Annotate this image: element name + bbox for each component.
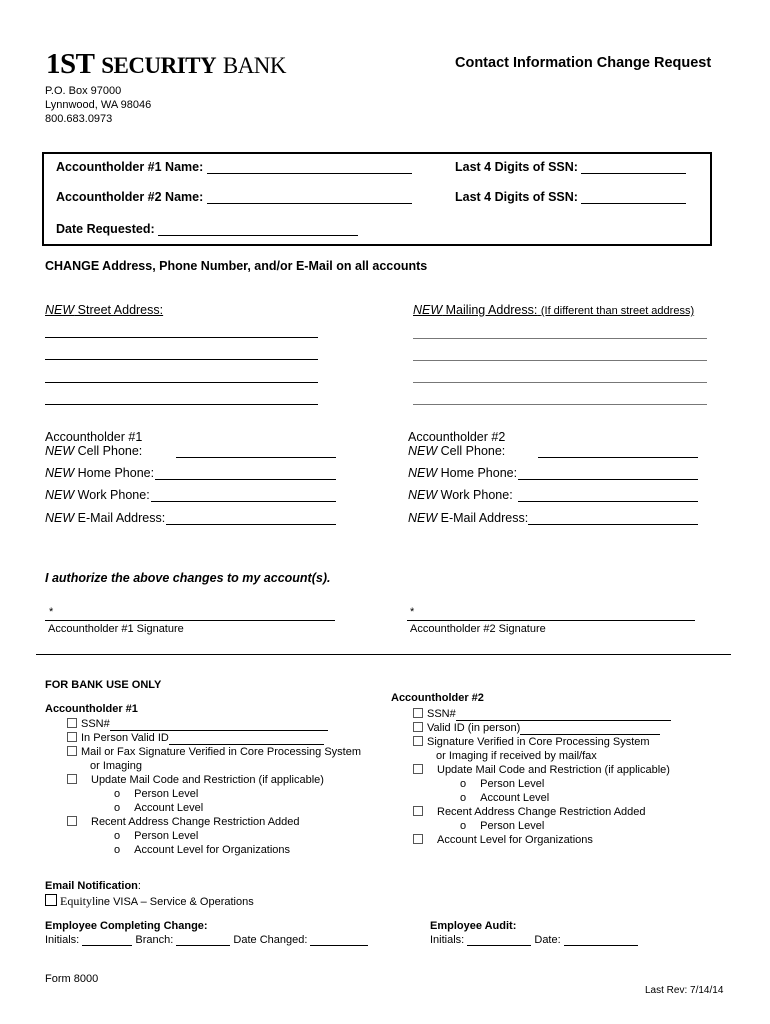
email-notification-label: Email Notification:	[45, 880, 141, 892]
mailing-line-2[interactable]	[413, 360, 707, 361]
acct1-account-level-org: o Account Level for Organizations	[114, 844, 291, 856]
contacts-acct1-heading: Accountholder #1	[45, 430, 143, 444]
page-title: Contact Information Change Request	[455, 55, 712, 71]
change-heading: CHANGE Address, Phone Number, and/or E-Mail on all accounts	[45, 259, 428, 273]
checkbox-icon	[413, 708, 423, 718]
acct1-update-mail-item[interactable]: Update Mail Code and Restriction (if applicable)	[67, 773, 361, 787]
acct2-home-field[interactable]: NEW Home Phone:	[408, 466, 518, 480]
mailing-address-label: NEW Mailing Address: (If different than street address)	[413, 303, 695, 317]
date-requested-label: Date Requested:	[56, 222, 155, 236]
acct2-sig-verified-cont: or Imaging if received by mail/fax	[436, 750, 597, 762]
equityline-checkbox-icon[interactable]	[45, 894, 57, 906]
section-divider	[36, 654, 731, 655]
acct2-cell-line[interactable]	[538, 457, 698, 458]
logo-1st: 1ST	[46, 48, 95, 80]
acct2-email-field[interactable]: NEW E-Mail Address:	[408, 511, 529, 525]
acct1-work-line[interactable]	[151, 501, 336, 502]
contacts-acct2-heading: Accountholder #2	[408, 430, 506, 444]
ssn1-label: Last 4 Digits of SSN:	[455, 160, 578, 174]
audit-initials-line	[467, 945, 531, 946]
acct2-valid-id-item[interactable]: Valid ID (in person)	[413, 721, 671, 735]
bank-acct1-heading: Accountholder #1	[45, 703, 138, 715]
date-requested-field[interactable]	[56, 222, 358, 236]
acct1-recent-change-item[interactable]: Recent Address Change Restriction Added	[67, 815, 361, 829]
acct1-email-line[interactable]	[166, 524, 336, 525]
address-line-2: Lynnwood, WA 98046	[45, 99, 152, 111]
acct2-email-line[interactable]	[528, 524, 698, 525]
acct1-name-label: Accountholder #1 Name:	[56, 160, 204, 174]
bank-use-heading: FOR BANK USE ONLY	[45, 679, 162, 691]
street-line-4[interactable]	[45, 404, 318, 405]
acct1-email-field[interactable]: NEW E-Mail Address:	[45, 511, 166, 525]
ssn2-field[interactable]	[455, 190, 686, 204]
sig2-label: Accountholder #2 Signature	[410, 623, 546, 635]
employee-completing-label: Employee Completing Change:	[45, 920, 208, 932]
ssn2-line[interactable]	[581, 203, 686, 204]
checkbox-icon	[413, 764, 423, 774]
audit-date-line	[564, 945, 638, 946]
logo-security: SECURITY	[101, 53, 217, 78]
form-number: Form 8000	[45, 973, 99, 985]
checkbox-icon	[413, 722, 423, 732]
acct1-account-level: o Account Level	[114, 802, 204, 814]
sig1-label: Accountholder #1 Signature	[48, 623, 184, 635]
sig2-line[interactable]	[407, 620, 695, 621]
ssn2-label: Last 4 Digits of SSN:	[455, 190, 578, 204]
acct2-account-level-org-item[interactable]: Account Level for Organizations	[413, 833, 671, 847]
checkbox-icon	[413, 736, 423, 746]
initials-line	[82, 945, 132, 946]
checkbox-icon	[413, 834, 423, 844]
authorize-statement: I authorize the above changes to my account(s).	[45, 571, 331, 585]
street-address-label: NEW Street Address:	[45, 303, 164, 317]
acct2-sig-verified-item[interactable]: Signature Verified in Core Processing System	[413, 735, 671, 749]
bank-acct1-list	[67, 717, 361, 857]
street-line-3[interactable]	[45, 382, 318, 383]
acct1-work-field[interactable]: NEW Work Phone:	[45, 488, 150, 502]
acct2-name-label: Accountholder #2 Name:	[56, 190, 204, 204]
address-line-1: P.O. Box 97000	[45, 85, 122, 97]
equityline-option[interactable]	[45, 894, 254, 909]
mailing-line-3[interactable]	[413, 382, 707, 383]
checkbox-icon	[67, 718, 77, 728]
checkbox-icon	[67, 774, 77, 784]
acct2-name-field[interactable]	[56, 190, 412, 204]
acct1-in-person-item[interactable]: In Person Valid ID	[67, 731, 361, 745]
logo-bank: BANK	[222, 53, 287, 78]
employee-audit-fields[interactable]: Initials: Date:	[430, 934, 638, 946]
acct2-account-level: o Account Level	[460, 792, 550, 804]
phone-number: 800.683.0973	[45, 113, 113, 125]
acct2-ssn-item[interactable]: SSN#	[413, 707, 671, 721]
acct1-cell-field[interactable]: NEW Cell Phone:	[45, 444, 143, 458]
equityline-text: ine VISA – Service & Operations	[95, 896, 254, 908]
date-changed-line	[310, 945, 368, 946]
equityline-brand: Equityl	[60, 894, 96, 908]
acct1-person-level-2: o Person Level	[114, 830, 199, 842]
acct1-mail-fax-cont: or Imaging	[90, 760, 142, 772]
bank-acct2-list	[413, 707, 671, 847]
sig1-line[interactable]	[45, 620, 335, 621]
checkbox-icon	[67, 746, 77, 756]
street-line-1[interactable]	[45, 337, 318, 338]
acct2-cell-field[interactable]: NEW Cell Phone:	[408, 444, 506, 458]
branch-line	[176, 945, 230, 946]
ssn1-field[interactable]	[455, 160, 686, 174]
bank-logo	[46, 48, 286, 82]
acct1-person-level: o Person Level	[114, 788, 199, 800]
bank-acct2-heading: Accountholder #2	[391, 692, 484, 704]
mailing-line-4[interactable]	[413, 404, 707, 405]
acct2-name-line[interactable]	[207, 203, 412, 204]
acct1-home-field[interactable]: NEW Home Phone:	[45, 466, 155, 480]
checkbox-icon	[67, 732, 77, 742]
acct2-person-level: o Person Level	[460, 778, 545, 790]
street-line-2[interactable]	[45, 359, 318, 360]
acct2-work-line[interactable]	[518, 501, 698, 502]
acct1-cell-line[interactable]	[176, 457, 336, 458]
bank-address	[45, 84, 151, 126]
mailing-line-1[interactable]	[413, 338, 707, 339]
mailing-address-note: (If different than street address)	[540, 305, 695, 317]
date-requested-line[interactable]	[158, 235, 358, 236]
acct1-mail-fax-item[interactable]: Mail or Fax Signature Verified in Core Processing System	[67, 745, 361, 759]
employee-audit-label: Employee Audit:	[430, 920, 517, 932]
sig1-star: *	[49, 606, 54, 618]
acct1-name-line[interactable]	[207, 173, 412, 174]
acct1-home-line[interactable]	[155, 479, 336, 480]
sig2-star: *	[410, 606, 415, 618]
ssn1-line[interactable]	[581, 173, 686, 174]
acct1-name-field[interactable]	[56, 160, 412, 174]
acct2-update-mail-item[interactable]: Update Mail Code and Restriction (if applicable)	[413, 763, 671, 777]
acct2-recent-change-item[interactable]: Recent Address Change Restriction Added	[413, 805, 671, 819]
acct2-person-level-2: o Person Level	[460, 820, 545, 832]
last-revision: Last Rev: 7/14/14	[645, 985, 724, 996]
checkbox-icon	[413, 806, 423, 816]
acct2-work-field[interactable]: NEW Work Phone:	[408, 488, 513, 502]
acct2-home-line[interactable]	[518, 479, 698, 480]
acct1-ssn-item[interactable]: SSN#	[67, 717, 361, 731]
employee-completing-fields[interactable]: Initials: Branch: Date Changed:	[45, 934, 368, 946]
checkbox-icon	[67, 816, 77, 826]
